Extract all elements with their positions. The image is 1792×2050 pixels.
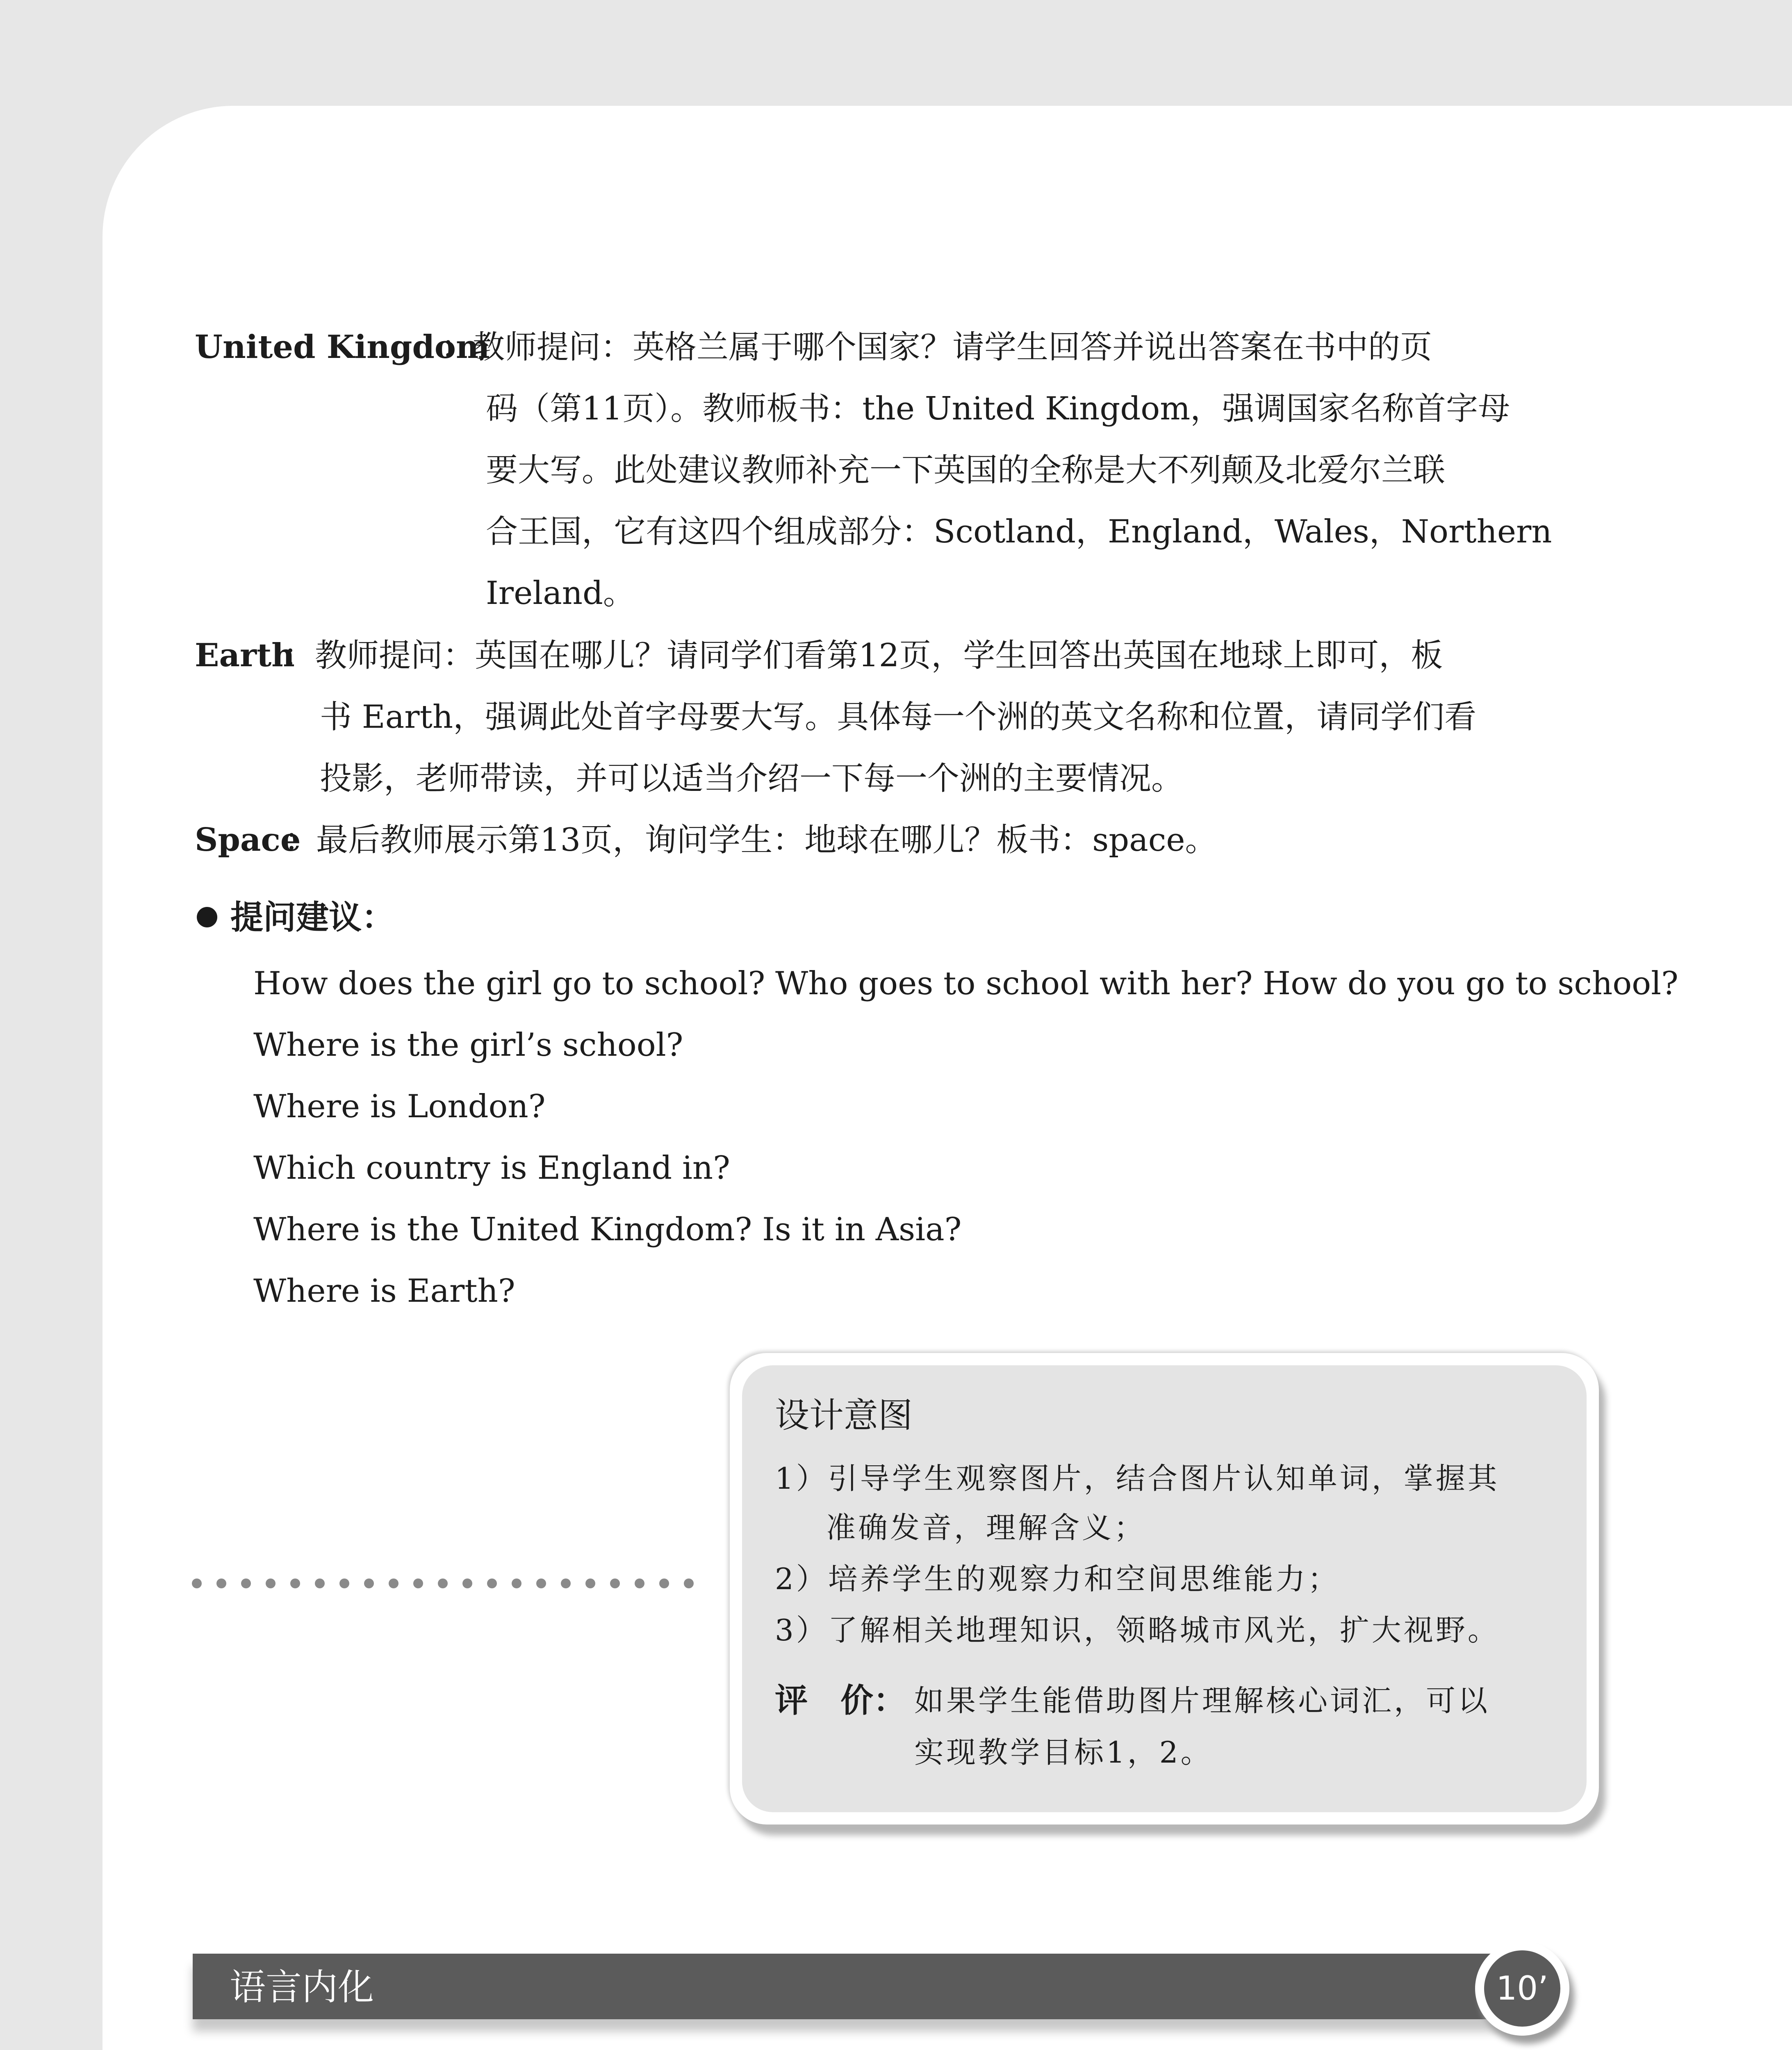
vocab-line: 书 Earth，强调此处首字母要大写。具体每一个洲的英文名称和位置，请同学们看 <box>320 699 1477 736</box>
evaluation-line: 如果学生能借助图片理解核心词汇，可以 <box>914 1683 1490 1718</box>
vocab-line: 合王国，它有这四个组成部分：Scotland，England，Wales，Northern <box>486 513 1552 550</box>
vocab-line: ：教师提问：英格兰属于哪个国家？请学生回答并说出答案在书中的页 <box>441 329 1432 366</box>
question-item: How does the girl go to school? Who goes to school with her? How do you go to school? <box>253 965 1678 1002</box>
vocab-line: 码（第11页）。教师板书：the United Kingdom，强调国家名称首字母 <box>486 390 1510 427</box>
question-item: Where is London? <box>253 1088 546 1125</box>
vocab-term: Earth <box>195 637 295 674</box>
evaluation-label: 评 价： <box>775 1681 906 1720</box>
vocab-line: 投影，老师带读，并可以适当介绍一下每一个洲的主要情况。 <box>320 760 1184 797</box>
design-intent-item: 1）引导学生观察图片，结合图片认知单词，掌握其 <box>775 1461 1500 1496</box>
bullet-icon <box>197 907 217 927</box>
vocab-term: Space <box>195 821 301 859</box>
evaluation-line: 实现教学目标1，2。 <box>914 1735 1213 1770</box>
question-item: Where is the girl’s school? <box>253 1027 683 1064</box>
vocab-term: United Kingdom <box>195 328 490 366</box>
question-item: Where is the United Kingdom? Is it in Asia? <box>253 1211 962 1248</box>
section-band <box>193 1954 1533 2019</box>
vocab-line: Ireland。 <box>486 575 635 612</box>
vocab-line: ：教师提问：英国在哪儿？请同学们看第12页，学生回答出英国在地球上即可，板 <box>283 637 1443 674</box>
question-item: Which country is England in? <box>253 1150 730 1187</box>
design-intent-item: 准确发音，理解含义； <box>826 1510 1146 1545</box>
design-intent-item: 3）了解相关地理知识，领略城市风光，扩大视野。 <box>775 1613 1500 1647</box>
question-item: Where is Earth? <box>253 1273 515 1310</box>
questions-heading: 提问建议： <box>197 901 394 934</box>
vocab-line: ：最后教师展示第13页，询问学生：地球在哪儿？板书：space。 <box>284 822 1217 859</box>
time-badge-label: 10’ <box>1484 1950 1560 2027</box>
vocab-line: 要大写。此处建议教师补充一下英国的全称是大不列颠及北爱尔兰联 <box>486 452 1446 489</box>
dotted-leader <box>192 1578 708 1590</box>
section-title: 语言内化 <box>230 1966 374 2008</box>
design-intent-item: 2）培养学生的观察力和空间思维能力； <box>775 1562 1340 1596</box>
design-intent-title: 设计意图 <box>775 1395 913 1435</box>
